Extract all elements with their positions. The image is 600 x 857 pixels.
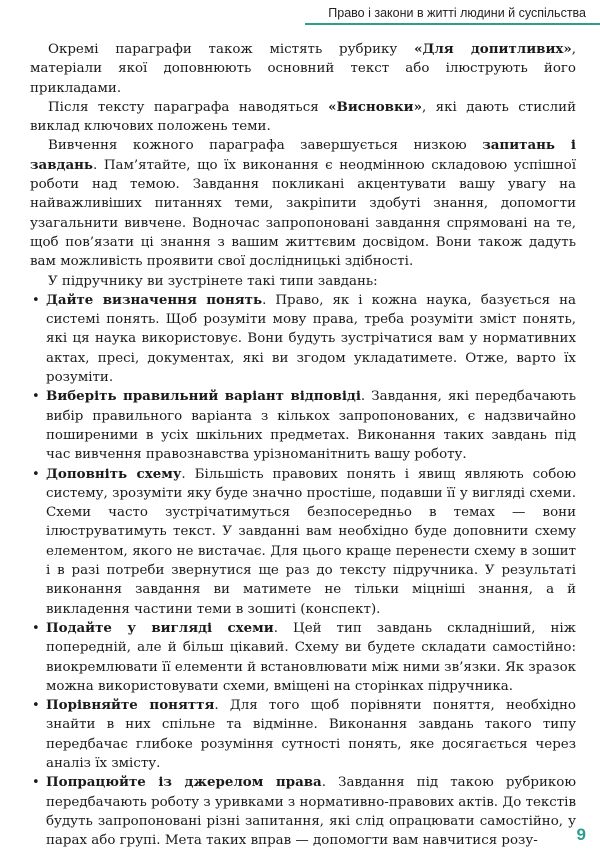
task-term: Доповніть схему	[46, 465, 182, 482]
bullet-icon: •	[32, 698, 40, 714]
task-types-list	[30, 291, 576, 851]
paragraph-for-curious	[30, 40, 576, 98]
rubric-term: «Висновки»	[328, 98, 422, 115]
list-item	[30, 619, 576, 696]
task-description: . Більшість правових понять і явищ являють собою систему, зрозуміти яку буде значно простіше, подавши її у вигляді схеми. Схеми часто зустрічатимуться безпосередньо в темах — вони ілюструватимуть текст. У завданні вам необхідно буде доповнити схему елементом, якого не вистачає. Для цього краще перенести схему в зошит і в разі потреби звернутися ще раз до тексту підручника. У результаті виконання завдання ви матимете не тільки міцніші знання, а й викладення частини теми в зошиті (конспект).	[46, 466, 576, 617]
paragraph-text: . Пам’ятайте, що їх виконання є неодмінною складовою успішної роботи над темою. Завдання покликані акцентувати вашу увагу на найважливіших питаннях теми, закріпити здобуті знання, допомогти узагальнити вивчене. Водночас запропоновані завдання спрямовані на те, щоб пов’язати ці знання з вашим життєвим досвідом. Вони також дадуть вам можливість проявити свої дослідницькі здібності.	[30, 157, 576, 270]
running-header	[0, 0, 600, 26]
bullet-icon: •	[32, 620, 40, 636]
task-term: Виберіть правильний варіант відповіді	[46, 388, 361, 405]
task-term: Порівняйте поняття	[46, 697, 215, 714]
task-term: Попрацюйте із джерелом права	[46, 774, 322, 791]
bullet-icon: •	[32, 775, 40, 791]
task-description: . Завдання, які передбачають вибір правильного варіанта з кількох запропонованих, є надзвичайно поширеними в усіх шкільних предметах. Виконання таких завдань під час вивчення правознавства урізноманітнить вашу роботу.	[46, 389, 576, 463]
list-item	[30, 465, 576, 619]
page-body	[30, 40, 576, 850]
header-title: Право і закони в житті людини й суспільства	[328, 6, 586, 20]
bullet-icon: •	[32, 389, 40, 405]
paragraph-text: , які дають стислий виклад ключових положень теми.	[30, 99, 576, 135]
task-description: . Цей тип завдань складніший, ніж попередній, але й більш цікавий. Схему ви будете складати самостійно: виокремлювати її елементи й встановлювати між ними зв’язки. Як зразок можна використовувати схеми, вміщені на сторінках підручника.	[46, 620, 576, 694]
list-item	[30, 696, 576, 773]
paragraph-text: Окремі параграфи також містять рубрику	[48, 42, 415, 57]
paragraph-conclusions	[30, 98, 576, 137]
paragraph-text: , матеріали якої доповнюють основний текст або ілюструють його прикладами.	[30, 42, 576, 96]
task-term: Дайте визначення понять	[46, 291, 263, 308]
task-description: . Для того щоб порівняти поняття, необхідно знайти в них спільне та відмінне. Виконання завдань такого типу передбачає глибоке розуміння сутності понять, яке досягається через аналіз їх змісту.	[46, 698, 576, 771]
list-item	[30, 387, 576, 464]
list-item	[30, 773, 576, 850]
task-term: Подайте у вигляді схеми	[46, 619, 274, 636]
task-description: . Завдання під такою рубрикою передбачають роботу з уривками з нормативно-правових актів. До текстів будуть запропоновані різні запитання, які слід опрацювати самостійно, у парах або групі. Мета таких вправ — допомогти вам навчитися розу-	[46, 775, 576, 849]
bullet-icon: •	[32, 292, 40, 308]
page-number: 9	[576, 825, 586, 844]
paragraph-text: Вивчення кожного параграфа завершується низкою	[48, 138, 483, 154]
list-item	[30, 291, 576, 387]
paragraph-task-intro: У підручнику ви зустрінете такі типи завдань:	[48, 273, 378, 289]
task-description: . Право, як і кожна наука, базується на системі понять. Щоб розуміти мову права, треба розуміти зміст понять, які ця наука використовує. Вони будуть зустрічатися вам у нормативних актах, пресі, документах, які ви згодом укладатимете. Отже, варто їх розуміти.	[46, 292, 577, 386]
rubric-term: запитань і завдань	[30, 137, 576, 173]
paragraph-text: Після тексту параграфа наводяться	[48, 99, 329, 115]
rubric-term: «Для допитливих»	[414, 41, 572, 57]
bullet-icon: •	[32, 466, 40, 482]
paragraph-questions	[30, 136, 576, 271]
